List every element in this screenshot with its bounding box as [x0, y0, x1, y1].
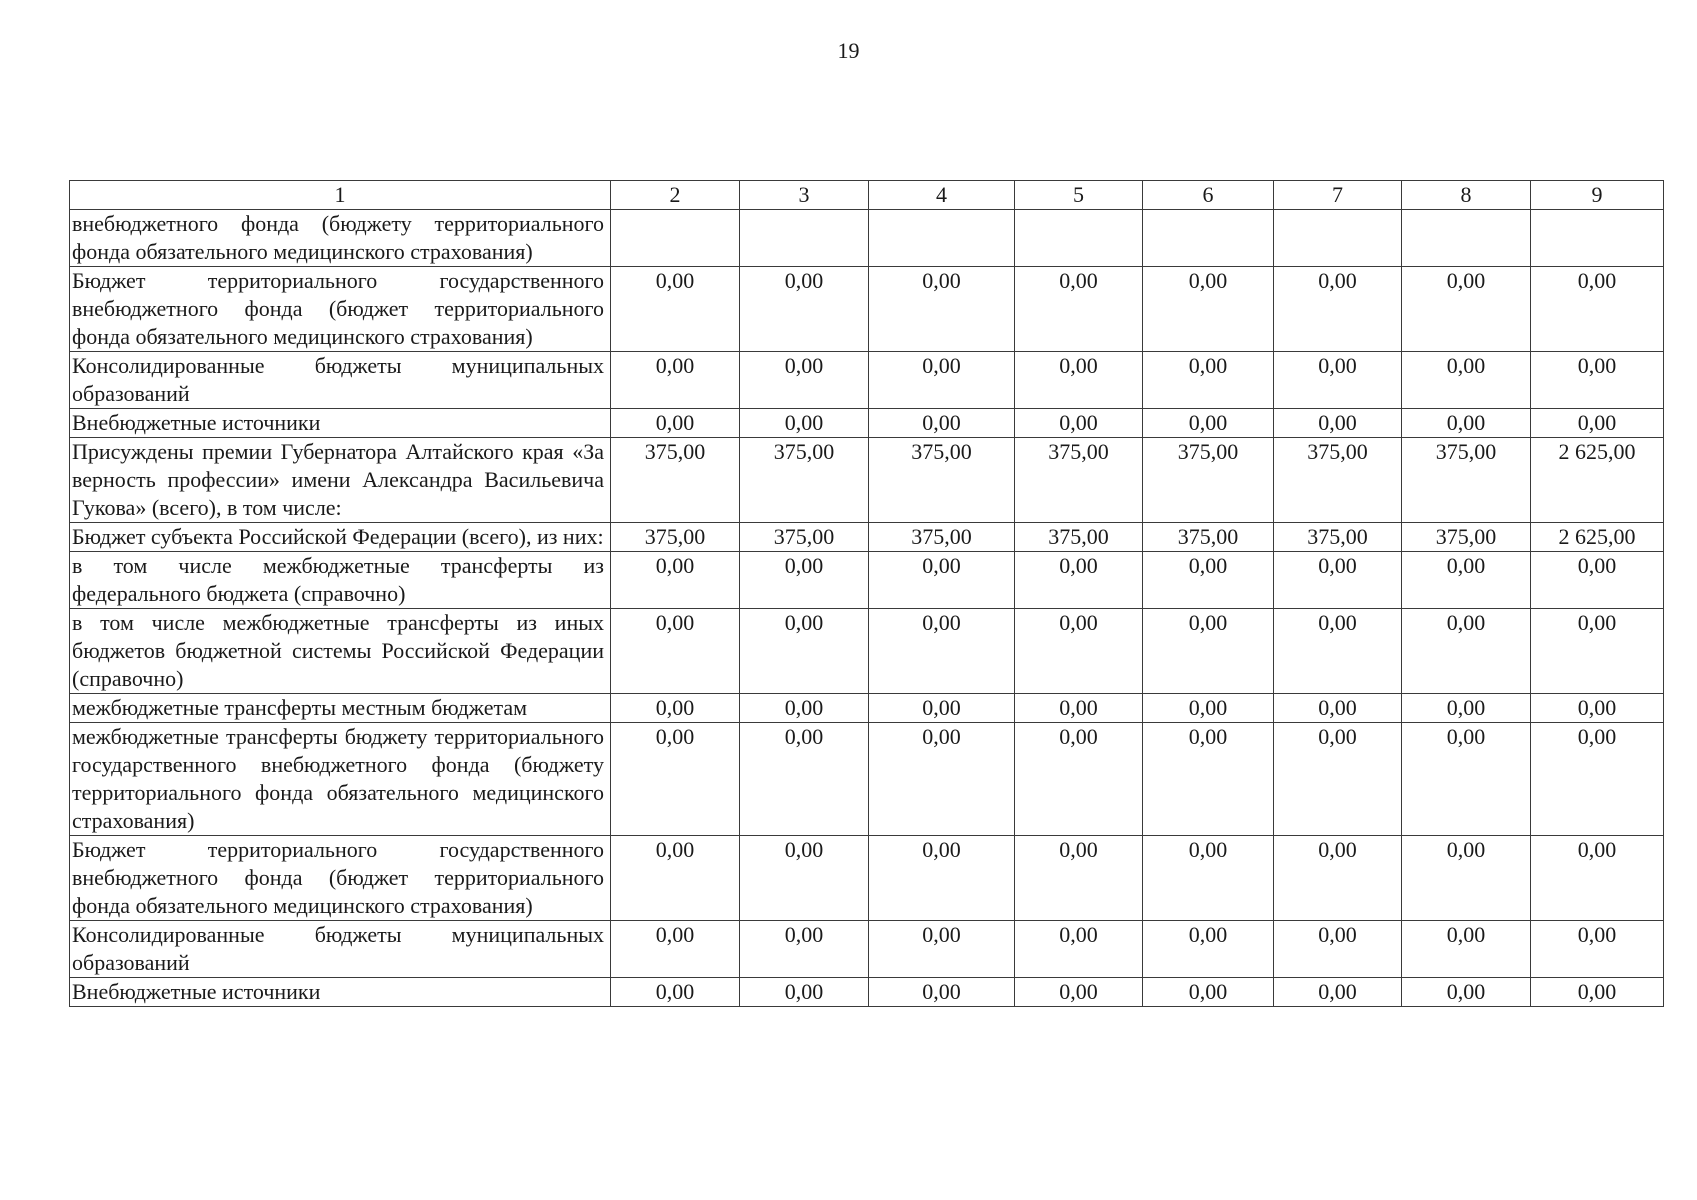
- value-cell: 0,00: [611, 267, 740, 352]
- value-cell: 375,00: [1402, 523, 1531, 552]
- column-header: 7: [1274, 181, 1402, 210]
- value-cell: [740, 210, 869, 267]
- value-cell: 0,00: [1402, 609, 1531, 694]
- table-row: [70, 523, 1664, 552]
- value-cell: 0,00: [869, 552, 1015, 609]
- table-row: [70, 352, 1664, 409]
- value-cell: 0,00: [611, 978, 740, 1007]
- value-cell: 0,00: [1143, 609, 1274, 694]
- value-cell: 375,00: [740, 438, 869, 523]
- value-cell: 0,00: [1274, 836, 1402, 921]
- value-cell: 0,00: [1015, 978, 1143, 1007]
- value-cell: 0,00: [1531, 609, 1664, 694]
- value-cell: 2 625,00: [1531, 523, 1664, 552]
- value-cell: 0,00: [740, 836, 869, 921]
- page-number: 19: [837, 38, 860, 63]
- value-cell: 0,00: [611, 409, 740, 438]
- value-cell: 0,00: [611, 609, 740, 694]
- value-cell: 0,00: [611, 723, 740, 836]
- column-header: 4: [869, 181, 1015, 210]
- value-cell: 2 625,00: [1531, 438, 1664, 523]
- value-cell: 0,00: [869, 352, 1015, 409]
- value-cell: [1015, 210, 1143, 267]
- value-cell: 375,00: [1015, 523, 1143, 552]
- row-label: межбюджетные трансферты бюджету территориального государственного внебюджетного фонда (бюджету территориального фонда обязательного медицинского страхования): [70, 723, 611, 836]
- value-cell: 0,00: [1274, 409, 1402, 438]
- value-cell: 0,00: [1402, 409, 1531, 438]
- value-cell: 0,00: [1143, 409, 1274, 438]
- table-row: [70, 409, 1664, 438]
- value-cell: 0,00: [1143, 352, 1274, 409]
- table-row: [70, 921, 1664, 978]
- column-header: 2: [611, 181, 740, 210]
- value-cell: 0,00: [1402, 836, 1531, 921]
- value-cell: 0,00: [1402, 552, 1531, 609]
- value-cell: 375,00: [1274, 438, 1402, 523]
- column-header: 5: [1015, 181, 1143, 210]
- row-label: Бюджет территориального государственного внебюджетного фонда (бюджет территориального фонда обязательного медицинского страхования): [70, 836, 611, 921]
- table-row: [70, 552, 1664, 609]
- row-label: Внебюджетные источники: [70, 409, 611, 438]
- value-cell: 0,00: [1531, 723, 1664, 836]
- value-cell: 0,00: [1015, 352, 1143, 409]
- value-cell: 0,00: [1531, 978, 1664, 1007]
- value-cell: 0,00: [1015, 723, 1143, 836]
- value-cell: [1531, 210, 1664, 267]
- value-cell: 0,00: [740, 921, 869, 978]
- value-cell: 0,00: [1531, 921, 1664, 978]
- value-cell: 0,00: [611, 552, 740, 609]
- value-cell: 375,00: [740, 523, 869, 552]
- value-cell: 0,00: [1274, 694, 1402, 723]
- value-cell: [1274, 210, 1402, 267]
- value-cell: 0,00: [1143, 921, 1274, 978]
- value-cell: 0,00: [869, 609, 1015, 694]
- table-row: [70, 694, 1664, 723]
- row-label: Консолидированные бюджеты муниципальных образований: [70, 921, 611, 978]
- value-cell: 0,00: [1015, 694, 1143, 723]
- column-header: 9: [1531, 181, 1664, 210]
- row-label: Консолидированные бюджеты муниципальных образований: [70, 352, 611, 409]
- value-cell: [1143, 210, 1274, 267]
- table-row: [70, 836, 1664, 921]
- value-cell: 0,00: [869, 921, 1015, 978]
- value-cell: 0,00: [1274, 723, 1402, 836]
- value-cell: 0,00: [740, 609, 869, 694]
- value-cell: 0,00: [1402, 723, 1531, 836]
- value-cell: 0,00: [1274, 352, 1402, 409]
- row-label: Бюджет субъекта Российской Федерации (всего), из них:: [70, 523, 611, 552]
- value-cell: 0,00: [740, 267, 869, 352]
- value-cell: 0,00: [1531, 409, 1664, 438]
- value-cell: 0,00: [1015, 552, 1143, 609]
- row-label: Бюджет территориального государственного внебюджетного фонда (бюджет территориального фонда обязательного медицинского страхования): [70, 267, 611, 352]
- value-cell: [1402, 210, 1531, 267]
- value-cell: 0,00: [1015, 836, 1143, 921]
- column-header: 6: [1143, 181, 1274, 210]
- row-label: внебюджетного фонда (бюджету территориального фонда обязательного медицинского страхования): [70, 210, 611, 267]
- row-label: Внебюджетные источники: [70, 978, 611, 1007]
- row-label: в том числе межбюджетные трансферты из иных бюджетов бюджетной системы Российской Федерации (справочно): [70, 609, 611, 694]
- column-header: 8: [1402, 181, 1531, 210]
- row-label: Присуждены премии Губернатора Алтайского края «За верность профессии» имени Александра Васильевича Гукова» (всего), в том числе:: [70, 438, 611, 523]
- value-cell: 0,00: [1015, 267, 1143, 352]
- table-row: [70, 978, 1664, 1007]
- value-cell: 0,00: [740, 723, 869, 836]
- value-cell: 0,00: [1531, 267, 1664, 352]
- value-cell: 0,00: [1531, 836, 1664, 921]
- value-cell: 375,00: [1274, 523, 1402, 552]
- column-header: 1: [70, 181, 611, 210]
- value-cell: 0,00: [1143, 552, 1274, 609]
- value-cell: 0,00: [740, 352, 869, 409]
- value-cell: 0,00: [1402, 352, 1531, 409]
- value-cell: 0,00: [740, 694, 869, 723]
- value-cell: 0,00: [1274, 267, 1402, 352]
- value-cell: 0,00: [1015, 409, 1143, 438]
- row-label: межбюджетные трансферты местным бюджетам: [70, 694, 611, 723]
- value-cell: 0,00: [869, 836, 1015, 921]
- value-cell: 375,00: [611, 523, 740, 552]
- table-row: [70, 210, 1664, 267]
- value-cell: 0,00: [611, 694, 740, 723]
- row-label: в том числе межбюджетные трансферты из федерального бюджета (справочно): [70, 552, 611, 609]
- value-cell: 0,00: [1143, 836, 1274, 921]
- value-cell: 0,00: [1015, 609, 1143, 694]
- value-cell: 0,00: [611, 836, 740, 921]
- value-cell: 0,00: [1143, 694, 1274, 723]
- value-cell: 0,00: [869, 409, 1015, 438]
- value-cell: 0,00: [869, 267, 1015, 352]
- value-cell: 0,00: [1402, 921, 1531, 978]
- value-cell: 0,00: [869, 723, 1015, 836]
- value-cell: 375,00: [1402, 438, 1531, 523]
- value-cell: 0,00: [740, 409, 869, 438]
- value-cell: 0,00: [1531, 352, 1664, 409]
- value-cell: 0,00: [1531, 694, 1664, 723]
- column-header: 3: [740, 181, 869, 210]
- value-cell: 375,00: [869, 438, 1015, 523]
- value-cell: 375,00: [1143, 523, 1274, 552]
- table-row: [70, 438, 1664, 523]
- table-header-row: [70, 181, 1664, 210]
- value-cell: 0,00: [611, 921, 740, 978]
- table-row: [70, 267, 1664, 352]
- value-cell: 0,00: [740, 978, 869, 1007]
- value-cell: 0,00: [1274, 552, 1402, 609]
- value-cell: 375,00: [611, 438, 740, 523]
- value-cell: 0,00: [1143, 267, 1274, 352]
- value-cell: [611, 210, 740, 267]
- value-cell: 375,00: [1143, 438, 1274, 523]
- value-cell: 0,00: [611, 352, 740, 409]
- value-cell: 0,00: [1274, 609, 1402, 694]
- value-cell: 0,00: [1274, 921, 1402, 978]
- value-cell: 0,00: [740, 552, 869, 609]
- value-cell: 0,00: [1402, 694, 1531, 723]
- value-cell: 0,00: [1015, 921, 1143, 978]
- value-cell: 0,00: [1531, 552, 1664, 609]
- value-cell: [869, 210, 1015, 267]
- table-row: [70, 609, 1664, 694]
- value-cell: 0,00: [1402, 978, 1531, 1007]
- value-cell: 375,00: [869, 523, 1015, 552]
- value-cell: 0,00: [869, 694, 1015, 723]
- budget-table: [69, 180, 1664, 1007]
- table-row: [70, 723, 1664, 836]
- value-cell: 375,00: [1015, 438, 1143, 523]
- value-cell: 0,00: [1143, 978, 1274, 1007]
- value-cell: 0,00: [1143, 723, 1274, 836]
- value-cell: 0,00: [1402, 267, 1531, 352]
- value-cell: 0,00: [1274, 978, 1402, 1007]
- table-body: [70, 210, 1664, 1007]
- value-cell: 0,00: [869, 978, 1015, 1007]
